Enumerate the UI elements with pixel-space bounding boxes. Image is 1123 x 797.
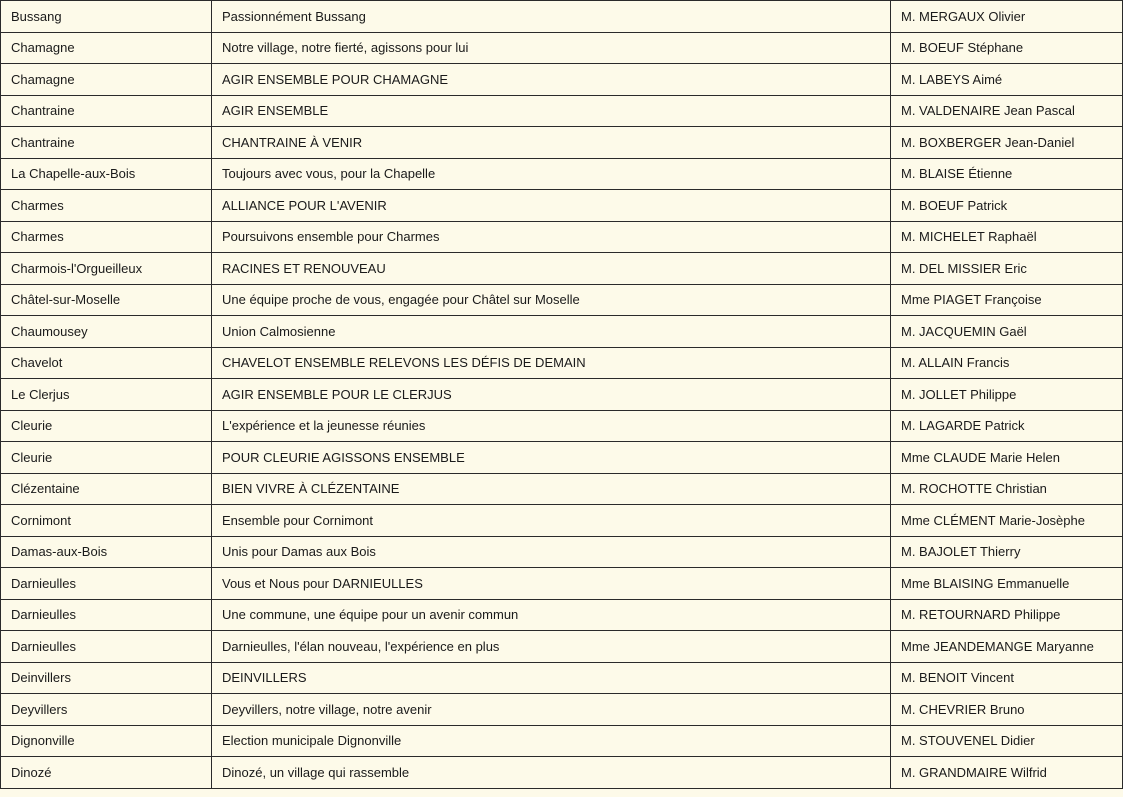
list-head-cell: M. LABEYS Aimé (891, 64, 1123, 96)
table-row (1, 158, 1123, 190)
list-name-cell: Union Calmosienne (212, 316, 891, 348)
list-head-cell: M. ALLAIN Francis (891, 347, 1123, 379)
list-head-cell: M. BOXBERGER Jean-Daniel (891, 127, 1123, 159)
list-head-cell: M. ROCHOTTE Christian (891, 473, 1123, 505)
table-row (1, 1, 1123, 33)
table-row (1, 95, 1123, 127)
table-row (1, 662, 1123, 694)
table-row (1, 32, 1123, 64)
commune-cell: Darnieulles (1, 568, 212, 600)
table-row (1, 410, 1123, 442)
commune-cell: Chavelot (1, 347, 212, 379)
table-row (1, 568, 1123, 600)
list-name-cell: Poursuivons ensemble pour Charmes (212, 221, 891, 253)
commune-cell: Chamagne (1, 32, 212, 64)
list-head-cell: M. DEL MISSIER Eric (891, 253, 1123, 285)
list-name-cell: AGIR ENSEMBLE POUR LE CLERJUS (212, 379, 891, 411)
list-head-cell: M. BOEUF Patrick (891, 190, 1123, 222)
list-head-cell: M. BAJOLET Thierry (891, 536, 1123, 568)
list-head-cell: M. MICHELET Raphaël (891, 221, 1123, 253)
list-head-cell: Mme CLÉMENT Marie-Josèphe (891, 505, 1123, 537)
table-row (1, 347, 1123, 379)
list-head-cell: M. BENOIT Vincent (891, 662, 1123, 694)
table-row (1, 442, 1123, 474)
list-head-cell: M. MERGAUX Olivier (891, 1, 1123, 33)
table-row (1, 379, 1123, 411)
list-name-cell: Une équipe proche de vous, engagée pour Châtel sur Moselle (212, 284, 891, 316)
list-name-cell: L'expérience et la jeunesse réunies (212, 410, 891, 442)
table-row (1, 505, 1123, 537)
commune-cell: Darnieulles (1, 599, 212, 631)
commune-cell: Cleurie (1, 410, 212, 442)
list-name-cell: CHAVELOT ENSEMBLE RELEVONS LES DÉFIS DE DEMAIN (212, 347, 891, 379)
list-head-cell: M. BLAISE Étienne (891, 158, 1123, 190)
commune-cell: Chamagne (1, 64, 212, 96)
list-head-cell: M. JOLLET Philippe (891, 379, 1123, 411)
list-head-cell: M. BOEUF Stéphane (891, 32, 1123, 64)
commune-cell: Clézentaine (1, 473, 212, 505)
commune-cell: Charmes (1, 221, 212, 253)
commune-cell: Cornimont (1, 505, 212, 537)
list-head-cell: M. LAGARDE Patrick (891, 410, 1123, 442)
list-name-cell: AGIR ENSEMBLE POUR CHAMAGNE (212, 64, 891, 96)
table-row (1, 694, 1123, 726)
list-name-cell: Unis pour Damas aux Bois (212, 536, 891, 568)
list-name-cell: Election municipale Dignonville (212, 725, 891, 757)
commune-cell: Chantraine (1, 127, 212, 159)
table-body (1, 1, 1123, 789)
list-name-cell: Passionnément Bussang (212, 1, 891, 33)
list-name-cell: POUR CLEURIE AGISSONS ENSEMBLE (212, 442, 891, 474)
list-name-cell: Notre village, notre fierté, agissons pour lui (212, 32, 891, 64)
list-head-cell: M. VALDENAIRE Jean Pascal (891, 95, 1123, 127)
table-row (1, 631, 1123, 663)
list-head-cell: Mme CLAUDE Marie Helen (891, 442, 1123, 474)
commune-cell: Chaumousey (1, 316, 212, 348)
commune-cell: Charmes (1, 190, 212, 222)
table-row (1, 757, 1123, 789)
list-head-cell: Mme JEANDEMANGE Maryanne (891, 631, 1123, 663)
list-head-cell: M. JACQUEMIN Gaël (891, 316, 1123, 348)
list-name-cell: Dinozé, un village qui rassemble (212, 757, 891, 789)
list-name-cell: Ensemble pour Cornimont (212, 505, 891, 537)
table-row (1, 316, 1123, 348)
commune-cell: Chantraine (1, 95, 212, 127)
table-row (1, 190, 1123, 222)
list-name-cell: ALLIANCE POUR L'AVENIR (212, 190, 891, 222)
list-head-cell: Mme PIAGET Françoise (891, 284, 1123, 316)
list-name-cell: AGIR ENSEMBLE (212, 95, 891, 127)
table-row (1, 127, 1123, 159)
table-row (1, 599, 1123, 631)
table-row (1, 221, 1123, 253)
commune-cell: Châtel-sur-Moselle (1, 284, 212, 316)
list-head-cell: M. GRANDMAIRE Wilfrid (891, 757, 1123, 789)
list-name-cell: CHANTRAINE À VENIR (212, 127, 891, 159)
table-row (1, 725, 1123, 757)
list-head-cell: M. RETOURNARD Philippe (891, 599, 1123, 631)
list-head-cell: M. CHEVRIER Bruno (891, 694, 1123, 726)
commune-cell: Deinvillers (1, 662, 212, 694)
list-name-cell: Une commune, une équipe pour un avenir commun (212, 599, 891, 631)
list-head-cell: Mme BLAISING Emmanuelle (891, 568, 1123, 600)
list-name-cell: DEINVILLERS (212, 662, 891, 694)
commune-cell: Dignonville (1, 725, 212, 757)
list-name-cell: Deyvillers, notre village, notre avenir (212, 694, 891, 726)
commune-cell: Deyvillers (1, 694, 212, 726)
table-row (1, 284, 1123, 316)
commune-cell: Dinozé (1, 757, 212, 789)
commune-cell: Charmois-l'Orgueilleux (1, 253, 212, 285)
table-row (1, 536, 1123, 568)
commune-cell: Bussang (1, 1, 212, 33)
list-name-cell: Toujours avec vous, pour la Chapelle (212, 158, 891, 190)
commune-cell: La Chapelle-aux-Bois (1, 158, 212, 190)
commune-cell: Darnieulles (1, 631, 212, 663)
table-row (1, 64, 1123, 96)
list-name-cell: Vous et Nous pour DARNIEULLES (212, 568, 891, 600)
commune-cell: Le Clerjus (1, 379, 212, 411)
table-row (1, 473, 1123, 505)
list-name-cell: BIEN VIVRE À CLÉZENTAINE (212, 473, 891, 505)
list-name-cell: Darnieulles, l'élan nouveau, l'expérience en plus (212, 631, 891, 663)
table-row (1, 253, 1123, 285)
commune-cell: Cleurie (1, 442, 212, 474)
list-head-cell: M. STOUVENEL Didier (891, 725, 1123, 757)
list-name-cell: RACINES ET RENOUVEAU (212, 253, 891, 285)
commune-cell: Damas-aux-Bois (1, 536, 212, 568)
